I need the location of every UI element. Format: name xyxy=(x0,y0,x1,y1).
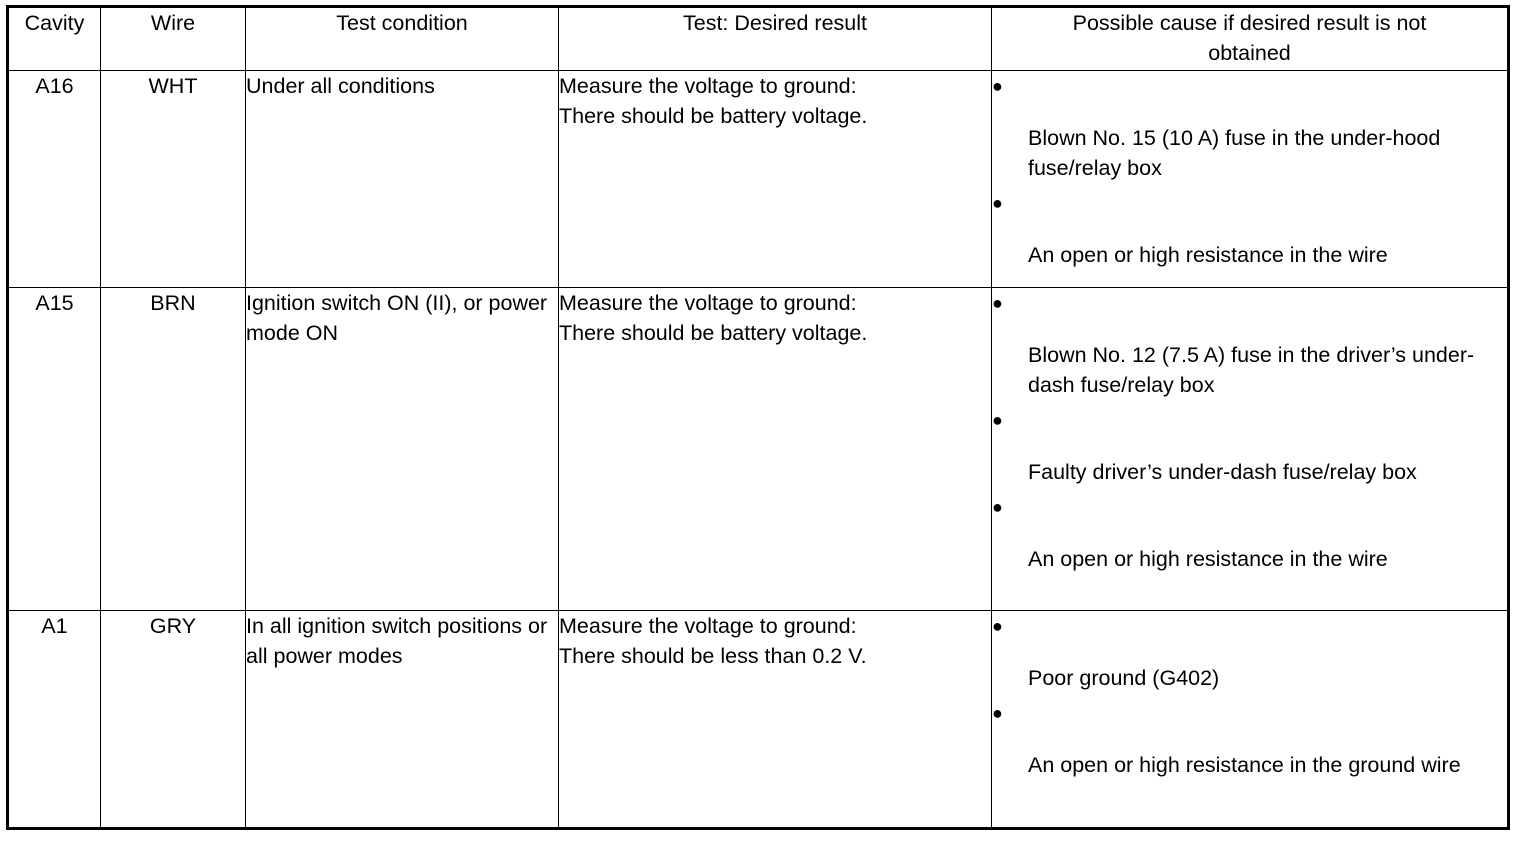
table-row xyxy=(8,611,1509,829)
cause-item xyxy=(992,492,1507,579)
bullet-icon: ● xyxy=(992,193,1003,213)
wire-cell: BRN xyxy=(101,288,246,611)
cause-text: Faulty driver’s under-dash fuse/relay box xyxy=(1028,460,1417,484)
condition-cell: Under all conditions xyxy=(246,71,559,288)
bullet-icon: ● xyxy=(992,497,1003,517)
bullet-icon: ● xyxy=(992,703,1003,723)
circuit-test-table xyxy=(6,5,1510,830)
cause-cell xyxy=(992,71,1509,288)
bullet-icon: ● xyxy=(992,293,1003,313)
cause-text: Poor ground (G402) xyxy=(1028,666,1220,690)
cause-text: An open or high resistance in the wire xyxy=(1028,243,1388,267)
result-line: Measure the voltage to ground: xyxy=(559,291,857,315)
bullet-icon: ● xyxy=(992,410,1003,430)
cavity-cell: A1 xyxy=(8,611,101,829)
bullet-icon: ● xyxy=(992,616,1003,636)
header-possible-cause xyxy=(992,7,1509,71)
cause-text: An open or high resistance in the ground wire xyxy=(1028,753,1461,777)
cause-text: Blown No. 15 (10 A) fuse in the under-hood fuse/relay box xyxy=(1028,126,1441,180)
header-possible-cause-label: Possible cause if desired result is not obtained xyxy=(1072,11,1427,65)
cause-item xyxy=(992,288,1507,405)
result-line: There should be battery voltage. xyxy=(559,321,868,345)
cavity-cell: A16 xyxy=(8,71,101,288)
cause-text: An open or high resistance in the wire xyxy=(1028,547,1388,571)
header-desired-result: Test: Desired result xyxy=(559,7,992,71)
header-wire: Wire xyxy=(101,7,246,71)
header-row xyxy=(8,7,1509,71)
table-row xyxy=(8,71,1509,288)
header-test-condition: Test condition xyxy=(246,7,559,71)
cause-item xyxy=(992,698,1507,785)
cause-cell xyxy=(992,288,1509,611)
cause-item xyxy=(992,611,1507,698)
condition-cell: Ignition switch ON (II), or power mode ON xyxy=(246,288,559,611)
result-line: Measure the voltage to ground: xyxy=(559,614,857,638)
result-line: Measure the voltage to ground: xyxy=(559,74,857,98)
cause-item xyxy=(992,405,1507,492)
result-cell xyxy=(559,611,992,829)
cause-text: Blown No. 12 (7.5 A) fuse in the driver’s under-dash fuse/relay box xyxy=(1028,343,1475,397)
result-line: There should be battery voltage. xyxy=(559,104,868,128)
result-cell xyxy=(559,71,992,288)
cause-item xyxy=(992,71,1507,188)
bullet-icon: ● xyxy=(992,76,1003,96)
result-line: There should be less than 0.2 V. xyxy=(559,644,867,668)
table-row xyxy=(8,288,1509,611)
result-cell xyxy=(559,288,992,611)
cause-item xyxy=(992,188,1507,275)
cavity-cell: A15 xyxy=(8,288,101,611)
header-cavity: Cavity xyxy=(8,7,101,71)
cause-cell xyxy=(992,611,1509,829)
condition-cell: In all ignition switch positions or all power modes xyxy=(246,611,559,829)
wire-cell: WHT xyxy=(101,71,246,288)
wire-cell: GRY xyxy=(101,611,246,829)
